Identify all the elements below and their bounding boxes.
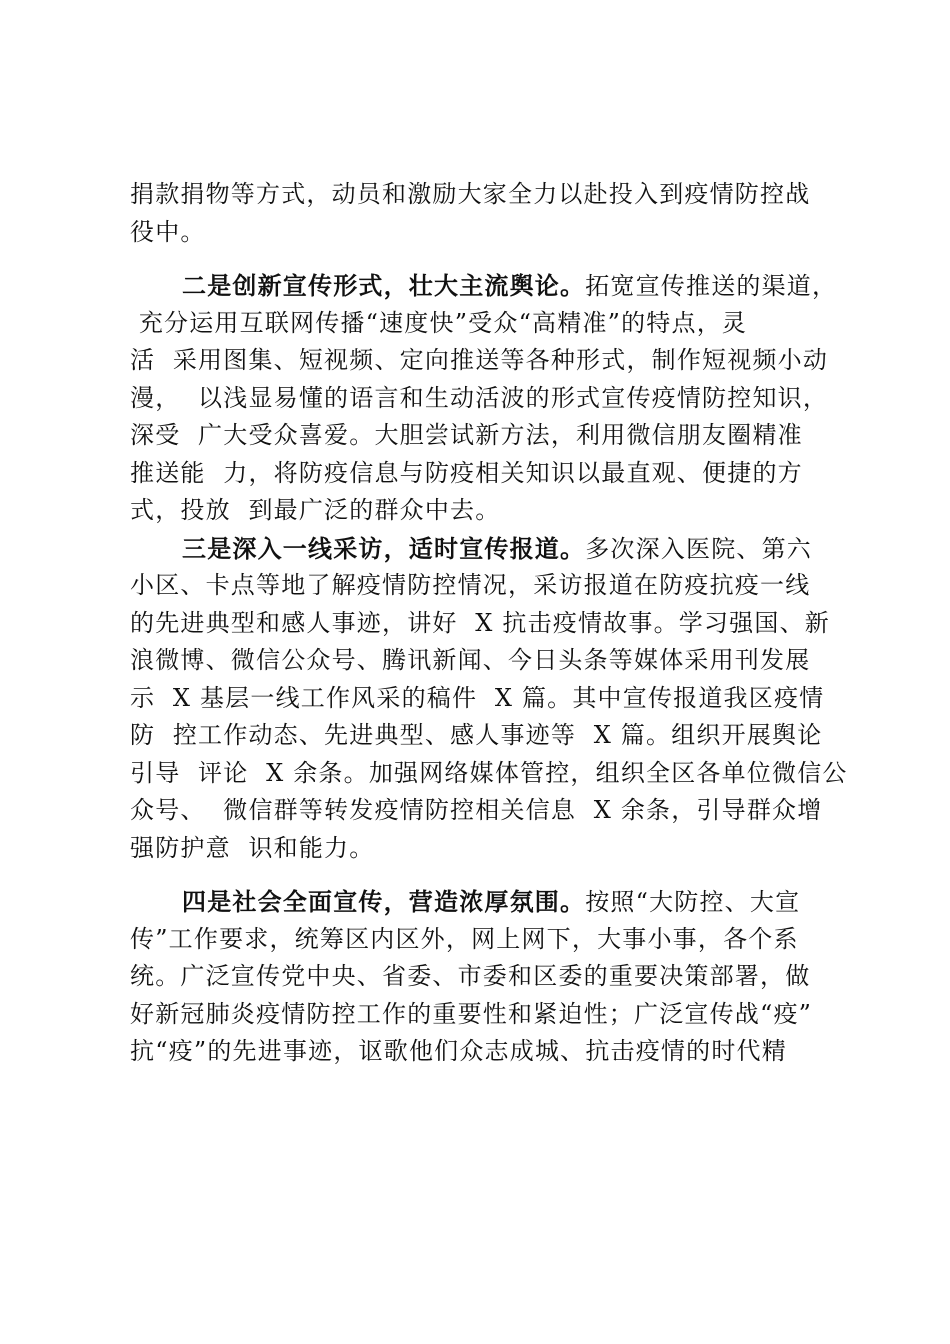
text-line: 好新冠肺炎疫情防控工作的重要性和紧迫性；广泛宣传战“疫” [130,999,813,1028]
text-line: 抗“疫”的先进事迹，讴歌他们众志成城、抗击疫情的时代精 [130,1037,787,1065]
text-line: 浪微博、微信公众号、腾讯新闻、今日头条等媒体采用刊发展 [130,646,811,674]
text-line: 众号、 微信群等转发疫情防控相关信息 X 余条，引导群众增 [130,796,823,824]
paragraph-2-first-line-text: 拓宽宣传推送的渠道， [585,272,838,300]
text-line: 统。广泛宣传党中央、省委、市委和区委的重要决策部署，做 [130,962,811,990]
paragraph-2-heading: 二是创新宣传形式，壮大主流舆论。 [182,271,586,300]
text-line: 强防护意 识和能力。 [130,833,375,862]
text-line: 传”工作要求，统筹区内区外，网上网下，大事小事，各个系 [130,924,799,953]
paragraph-4-first-line [130,883,830,921]
text-line: 充分运用互联网传播“速度快”受众“高精准”的特点，灵 [130,308,748,337]
paragraph-2-first-line [130,267,838,305]
paragraph-4-first-line-text: 按照“大防控、大宣 [585,888,801,916]
document-body [130,176,848,1071]
text-line: 深受 广大受众喜爱。大胆尝试新方法，利用微信朋友圈精准 [130,421,803,449]
text-line: 小区、卡点等地了解疫情防控情况，采访报道在防疫抗疫一线 [130,571,811,599]
paragraph-gap [130,251,830,267]
text-line: 捐款捐物等方式，动员和激励大家全力以赴投入到疫情防控战 [130,180,811,208]
paragraph-gap [130,867,830,883]
text-line: 引导 评论 X 余条。加强网络媒体管控，组织全区各单位微信公 [130,758,848,787]
text-line: 推送能 力，将防疫信息与防疫相关知识以最直观、便捷的方 [130,458,803,487]
paragraph-4-heading: 四是社会全面宣传，营造浓厚氛围。 [182,887,586,916]
paragraph-3-first-line-text: 多次深入医院、第六 [585,534,813,563]
paragraph-3-first-line [130,530,830,568]
text-line: 役中。 [130,217,206,246]
text-line: 活 采用图集、短视频、定向推送等各种形式，制作短视频小动 [130,346,829,374]
paragraph-3-heading: 三是深入一线采访，适时宣传报道。 [182,533,586,563]
text-line: 的先进典型和感人事迹，讲好 X 抗击疫情故事。学习强国、新 [130,608,830,637]
text-line: 防 控工作动态、先进典型、感人事迹等 X 篇。组织开展舆论 [130,721,823,749]
text-line: 示 X 基层一线工作风采的稿件 X 篇。其中宣传报道我区疫情 [130,683,825,712]
text-line: 式，投放 到最广泛的群众中去。 [130,496,501,524]
text-line: 漫， 以浅显易懂的语言和生动活波的形式宣传疫情防控知识， [130,383,829,412]
